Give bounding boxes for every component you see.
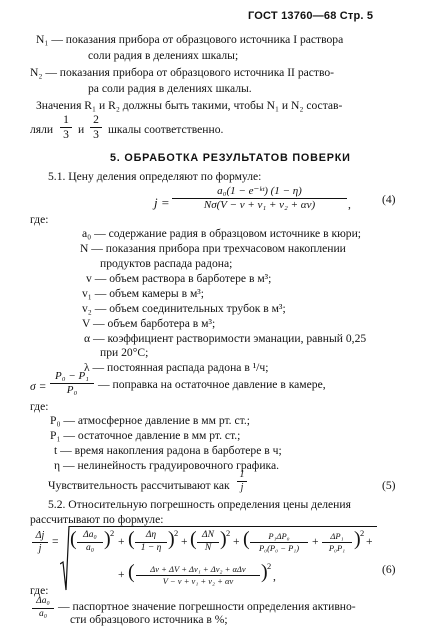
exponent: 2 — [360, 528, 365, 538]
last-fraction — [32, 597, 54, 619]
bracket: ) — [168, 528, 175, 550]
sigma-fraction — [50, 371, 94, 396]
plus-sign: + — [118, 568, 125, 581]
bracket: ( — [128, 528, 135, 550]
term-fraction — [136, 565, 260, 585]
term-fraction — [197, 531, 219, 553]
fraction-denominator: a₀ — [38, 608, 48, 619]
equals-sign: = — [52, 535, 59, 548]
bracket: ) — [104, 528, 111, 550]
where-label: где: — [30, 213, 49, 226]
bracket: ) — [261, 561, 268, 583]
exponent: 2 — [174, 528, 179, 538]
fraction-numerator: Δa₀ — [36, 596, 50, 606]
definition-line: α — коэффициент растворимости эманации, равный 0,25 — [84, 332, 367, 345]
term-fraction — [322, 532, 352, 552]
fraction-denominator: V − v + v₁ + v₂ + αv — [162, 575, 234, 586]
fraction-denominator: a₀ — [85, 542, 95, 553]
where-label: где: — [30, 584, 49, 597]
paragraph: 5.1. Цену деления определяют по формуле: — [48, 170, 262, 183]
plus-sign: + — [118, 535, 125, 548]
definition-line: — поправка на остаточное давление в камере, — [98, 378, 326, 391]
definition-line: N — показания прибора при трехчасовом накоплении — [80, 242, 346, 255]
radical-sign — [60, 526, 70, 592]
definition-line: v₂ — объем соединительных трубок в м³; — [82, 302, 286, 315]
text-fragment: и — [78, 123, 85, 136]
definition-line: при 20°C; — [100, 346, 149, 359]
definition-line: v₁ — объем камеры в м³; — [82, 287, 204, 300]
fraction-numerator: Δj — [35, 530, 45, 541]
fraction-two-thirds — [90, 114, 102, 140]
text-line: Значения R₁ и R₂ должны быть такими, чтобы N₁ и N₂ состав- — [36, 99, 343, 112]
definition-line: сти образцового источника в %; — [70, 613, 228, 626]
plus-sign: + — [181, 535, 188, 548]
formula-lhs: j = — [154, 195, 170, 210]
fraction-denominator: j — [38, 543, 42, 554]
sigma-lhs: σ = — [30, 380, 47, 393]
fraction-denominator: 1 − η — [140, 542, 162, 553]
fraction-numerator: 1 — [63, 113, 69, 126]
fraction-numerator: 1 — [239, 469, 245, 480]
fraction-denominator: 3 — [63, 127, 69, 141]
term-fraction — [77, 531, 103, 553]
text-line: N₁ — показания прибора от образцового источника I раствора — [36, 33, 344, 46]
plus-sign: + — [366, 535, 373, 548]
equation-number: (4) — [382, 193, 396, 206]
definition-line: a₀ — содержание радия в образцовом источнике в кюри; — [82, 227, 361, 240]
plus-sign: + — [312, 535, 319, 548]
formula-comma: , — [273, 570, 276, 583]
sensitivity-fraction — [237, 470, 247, 493]
text-line: соли радия в делениях шкалы; — [88, 49, 239, 62]
fraction-numerator: Δa₀ — [83, 530, 97, 540]
term-fraction — [250, 532, 308, 552]
radical-bar — [69, 526, 377, 527]
formula-numerator: a₀(1 − e⁻ᵏᵗ) (1 − η) — [217, 185, 302, 197]
formula-6-lhs — [32, 531, 48, 554]
text-line: N₂ — показания прибора от образцового источника II раство- — [30, 66, 335, 79]
exponent: 2 — [267, 561, 272, 571]
fraction-denominator: P₀P₁ — [328, 542, 346, 553]
definition-line: λ — постоянная распада радона в ¹/ч; — [84, 361, 269, 374]
section-title: 5. ОБРАБОТКА РЕЗУЛЬТАТОВ ПОВЕРКИ — [110, 152, 351, 164]
where-label: где: — [30, 400, 49, 413]
paragraph: Чувствительность рассчитывают как — [48, 479, 230, 492]
text-fragment: шкалы соответственно. — [108, 123, 224, 136]
definition-line: v — объем раствора в барботере в м³; — [86, 272, 272, 285]
fraction-numerator: 2 — [93, 113, 99, 126]
fraction-denominator: P₀ — [66, 384, 78, 396]
exponent: 2 — [110, 528, 115, 538]
formula-comma: , — [348, 198, 351, 211]
bracket: ) — [220, 528, 227, 550]
fraction-denominator: N — [204, 542, 212, 553]
fraction-denominator: j — [240, 482, 244, 493]
paragraph: рассчитывают по формуле: — [30, 513, 164, 526]
fraction-numerator: ΔP₁ — [330, 531, 344, 541]
definition-line: V — объем барботера в м³; — [82, 317, 216, 330]
formula-denominator: Nσ(V − v + v₁ + v₂ + αv) — [203, 199, 316, 211]
fraction-numerator: Δv + ΔV + Δv₁ + Δv₂ + αΔv — [150, 564, 246, 574]
bracket: ( — [190, 528, 197, 550]
term-fraction — [135, 531, 167, 553]
text-fragment: ляли — [30, 123, 54, 136]
bracket: ( — [70, 528, 77, 550]
fraction-numerator: P₁ΔP₀ — [268, 531, 290, 541]
fraction-one-third — [60, 114, 72, 140]
fraction-denominator: P₀(P₀ − P₁) — [258, 542, 300, 553]
paragraph: 5.2. Относительную погрешность определения цены деления — [48, 498, 351, 511]
bracket: ( — [128, 561, 135, 583]
fraction-numerator: P₀ − P₁ — [54, 370, 89, 382]
definition-line: продуктов распада радона; — [100, 257, 233, 270]
equation-number: (5) — [382, 479, 396, 492]
fraction-numerator: ΔN — [202, 530, 214, 540]
definition-line: — паспортное значение погрешности определения активно- — [58, 600, 356, 613]
plus-sign: + — [233, 535, 240, 548]
page-header: ГОСТ 13760—68 Стр. 5 — [248, 10, 374, 22]
formula-4 — [172, 186, 347, 211]
fraction-numerator: Δη — [145, 530, 157, 540]
exponent: 2 — [226, 528, 231, 538]
text-line: ра соли радия в делениях шкалы. — [88, 82, 252, 95]
definition-line: η — нелинейность градуировочного графика. — [54, 459, 280, 472]
definition-line: P₁ — остаточное давление в мм рт. ст.; — [50, 429, 241, 442]
fraction-denominator: 3 — [93, 127, 99, 141]
definition-line: P₀ — атмосферное давление в мм рт. ст.; — [50, 414, 250, 427]
definition-line: t — время накопления радона в барботере в ч; — [54, 444, 282, 457]
bracket: ( — [243, 528, 250, 550]
bracket: ) — [354, 528, 361, 550]
equation-number: (6) — [382, 563, 396, 576]
